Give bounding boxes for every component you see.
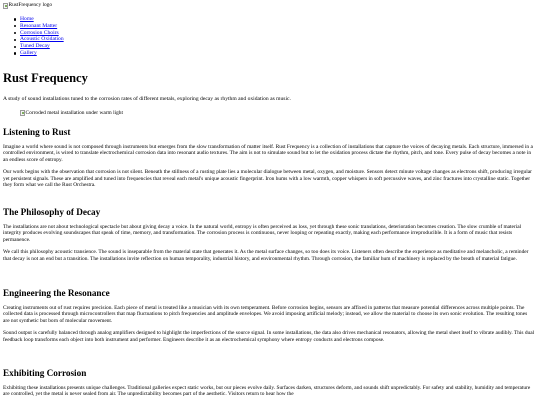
hero-alt-text: Corroded metal installation under warm light — [25, 110, 123, 116]
nav-item-tuned-decay — [11, 43, 64, 50]
broken-image-icon — [3, 3, 8, 9]
section-paragraph: Sound output is carefully balanced through analog amplifiers designed to highlight the imperfections of the source signal. In some installations, the data also drives mechanical resonators, allowing the metal sheet itself to vibrate audibly. This dual feedback loop transforms each object into both instrument and performer. Engineers describe it as an electrochemical symphony where entropy conducts and electrons compose. — [3, 330, 535, 343]
logo-alt-text: RustFrequency logo — [8, 2, 53, 9]
section-heading: Engineering the Resonance — [3, 288, 110, 298]
section-paragraph: Exhibiting these installations presents unique challenges. Traditional galleries expect static works, but our pieces evolve daily. Surfaces darken, structures deform, and sounds shift unpredictably. For safety and stability, humidity and temperature are controlled, yet the metal is never sealed from air. The unpredictability becomes part of the aesthetic. Visitors return to hear how the — [3, 385, 531, 398]
hero-image — [20, 110, 123, 116]
section-paragraph: We call this philosophy acoustic transience. The sound is inseparable from the material state that generates it. As the metal surface changes, so too does its voice. Listeners often describe the experience as meditative and melancholic, a reminder that decay is not an end but a transition. The installations invite reflection on human temporality, industrial history, and environmental rhythm. Through corrosion, the familiar hum of machinery is replaced by the breath of material fatigue. — [3, 249, 529, 262]
nav-link-corrosion-choirs[interactable]: Corrosion Choirs — [20, 29, 59, 36]
nav-item-home — [11, 16, 64, 23]
nav-link-acoustic-oxidation[interactable]: Acoustic Oxidation — [20, 36, 64, 43]
section-heading: Listening to Rust — [3, 127, 71, 137]
nav-link-resonant-matter[interactable]: Resonant Matter — [20, 22, 58, 29]
section-paragraph: The installations are not about technological spectacle but about giving decay a voice. In the natural world, entropy is often perceived as loss, yet through these sonic translations, deterioration becomes creation. The slow crumble of material integrity produces evolving soundscapes that speak of time, memory, and transformation. The corrosion process is continuous, never looping or repeating exactly, making each performance irreproducible. It is a form of music that resists permanence. — [3, 224, 522, 243]
broken-image-icon — [20, 110, 25, 116]
nav-link-gallery[interactable]: Gallery — [20, 49, 37, 56]
nav-item-resonant-matter — [11, 23, 64, 30]
intro-text: A study of sound installations tuned to the corrosion rates of different metals, exploring decay as rhythm and oxidation as music. — [3, 96, 291, 102]
section-paragraph: Our work begins with the observation that corrosion is not silent. Beneath the stillness of a rusting plate lies a molecular dialogue between metal, oxygen, and moisture. Sensors detect minute voltage changes as electrons shift, producing irregular yet persistent signals. These are amplified and tuned into frequencies that reveal each metal's unique acoustic fingerprint. Iron hums with a low warmth, copper whispers in soft percussive waves, and zinc fractures into crystalline static. Together they form what we call the Rust Orchestra. — [3, 169, 532, 189]
section-paragraph: Creating instruments out of rust requires precision. Each piece of metal is treated like a musician with its own temperament. Before corrosion begins, sensors are affixed in patterns that measure potential differences across multiple points. The collected data is processed through microcontrollers that map fluctuations to pitch frequencies and amplitude envelopes. We avoid imposing artificial melody; instead, we allow the material to choose its own sonic evolution. The resulting tones are not synthetic but born of molecular movement. — [3, 305, 528, 324]
site-logo[interactable] — [3, 2, 52, 9]
nav-link-tuned-decay[interactable]: Tuned Decay — [20, 43, 50, 50]
nav-item-gallery — [11, 50, 64, 57]
nav-link-home[interactable]: Home — [20, 16, 34, 22]
section-listening-to-rust — [3, 127, 535, 188]
section-exhibiting-corrosion — [3, 368, 535, 398]
section-philosophy-of-decay — [3, 207, 535, 262]
section-engineering-the-resonance — [3, 288, 535, 343]
main-navigation — [11, 16, 64, 57]
nav-item-corrosion-choirs — [11, 30, 64, 37]
section-heading: The Philosophy of Decay — [3, 207, 101, 217]
page-title: Rust Frequency — [3, 71, 88, 85]
nav-list — [11, 16, 64, 57]
section-heading: Exhibiting Corrosion — [3, 368, 87, 378]
section-paragraph: Imagine a world where sound is not composed through instruments but emerges from the slow transformation of matter itself. Rust Frequency is a collection of installations that capture the voices of decaying metals. Each structure, immersed in a controlled environment, is wired to translate electrochemical corrosion data into resonant audio textures. The aim is not to simulate sound but to let the oxidation process dictate the rhythm, pitch, and tone. Every pulse of decay becomes a note in an endless score of entropy. — [3, 144, 533, 163]
nav-item-acoustic-oxidation — [11, 36, 64, 43]
